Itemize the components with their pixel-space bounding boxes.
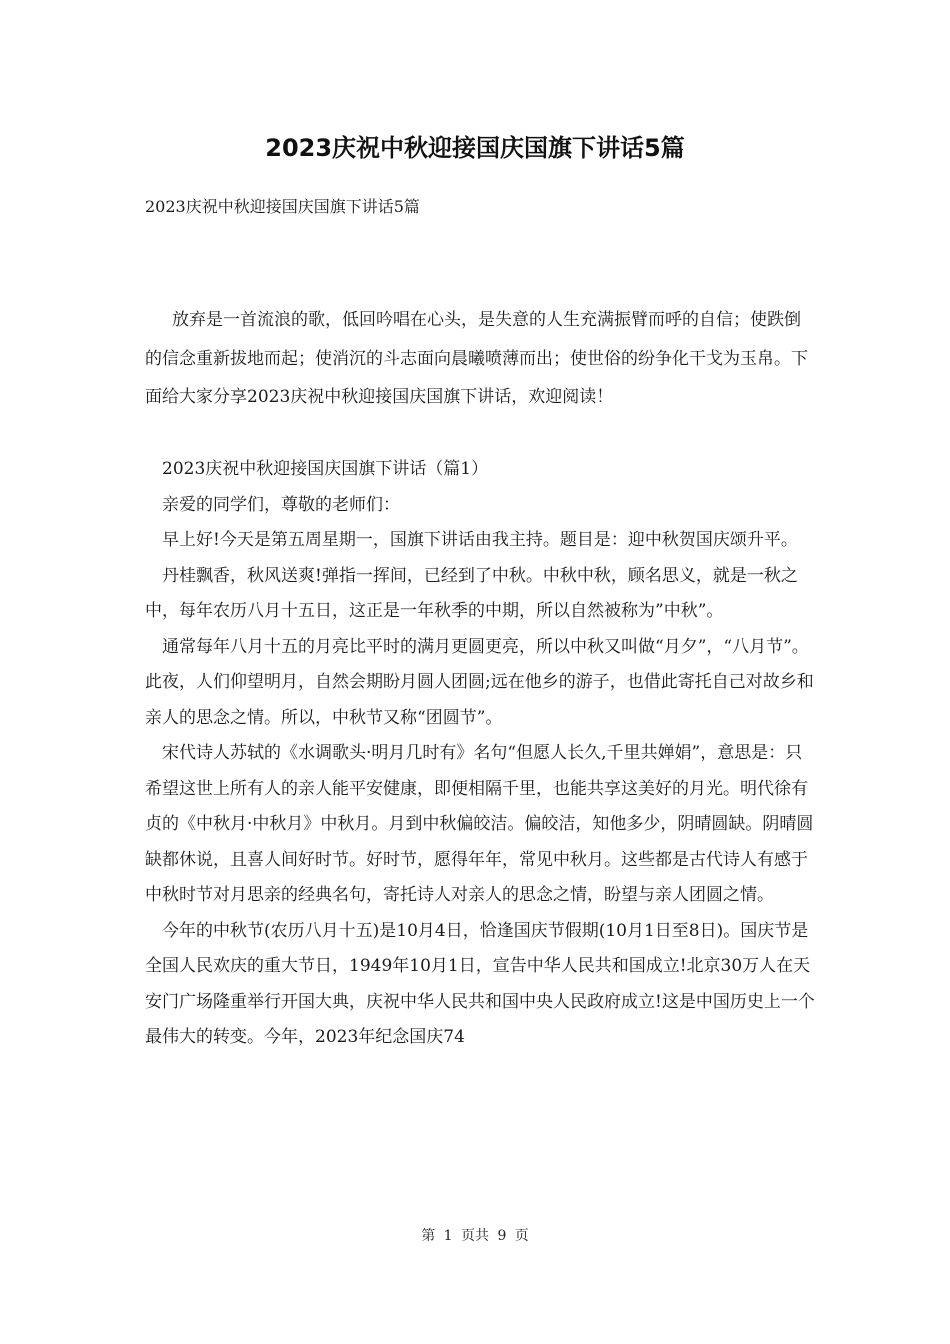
document-body — [145, 452, 815, 1056]
body-paragraph: 通常每年八月十五的月亮比平时的满月更圆更亮，所以中秋又叫做“月夕”，“八月节”。此夜，人们仰望明月，自然会期盼月圆人团圆;远在他乡的游子，也借此寄托自己对故乡和亲人的思念之情。所以，中秋节又称“团圆节”。 — [145, 636, 814, 728]
body-paragraph: 早上好!今天是第五周星期一，国旗下讲话由我主持。题目是：迎中秋贺国庆颂升平。 — [162, 530, 798, 550]
section-heading: 2023庆祝中秋迎接国庆国旗下讲话（篇1） — [162, 459, 489, 479]
document-title: 2023庆祝中秋迎接国庆国旗下讲话5篇 — [265, 134, 685, 162]
body-paragraph: 丹桂飘香，秋风送爽!弹指一挥间，已经到了中秋。中秋中秋，顾名思义，就是一秋之中，每年农历八月十五日，这正是一年秋季的中期，所以自然被称为”中秋”。 — [145, 565, 798, 621]
intro-paragraph: 放弃是一首流浪的歌，低回吟唱在心头，是失意的人生充满振臂而呼的自信；使跌倒的信念重新拔地而起；使消沉的斗志面向晨曦喷薄而出；使世俗的纷争化干戈为玉帛。下面给大家分享2023庆祝中秋迎接国庆国旗下讲话，欢迎阅读！ — [145, 310, 808, 407]
body-paragraph: 今年的中秋节(农历八月十五)是10月4日，恰逢国庆节假期(10月1日至8日)。国庆节是全国人民欢庆的重大节日，1949年10月1日，宣告中华人民共和国成立!北京30万人在天安门广场隆重举行开国大典，庆祝中华人民共和国中央人民政府成立!这是中国历史上一个最伟大的转变。今年，2023年纪念国庆74 — [145, 920, 815, 1047]
page-footer: 第 1 页共 9 页 — [421, 1228, 529, 1244]
document-subtitle: 2023庆祝中秋迎接国庆国旗下讲话5篇 — [145, 197, 420, 216]
body-paragraph: 亲爱的同学们，尊敬的老师们： — [162, 494, 400, 515]
body-paragraph: 宋代诗人苏轼的《水调歌头·明月几时有》名句“但愿人长久,千里共婵娟”，意思是：只希望这世上所有人的亲人能平安健康，即便相隔千里，也能共享这美好的月光。明代徐有贞的《中秋月·中秋月》中秋月。月到中秋偏皎洁。偏皎洁，知他多少，阴晴圆缺。阴晴圆缺都休说，且喜人间好时节。好时节，愿得年年，常见中秋月。这些都是古代诗人有感于中秋时节对月思亲的经典名句，寄托诗人对亲人的思念之情，盼望与亲人团圆之情。 — [145, 743, 814, 905]
